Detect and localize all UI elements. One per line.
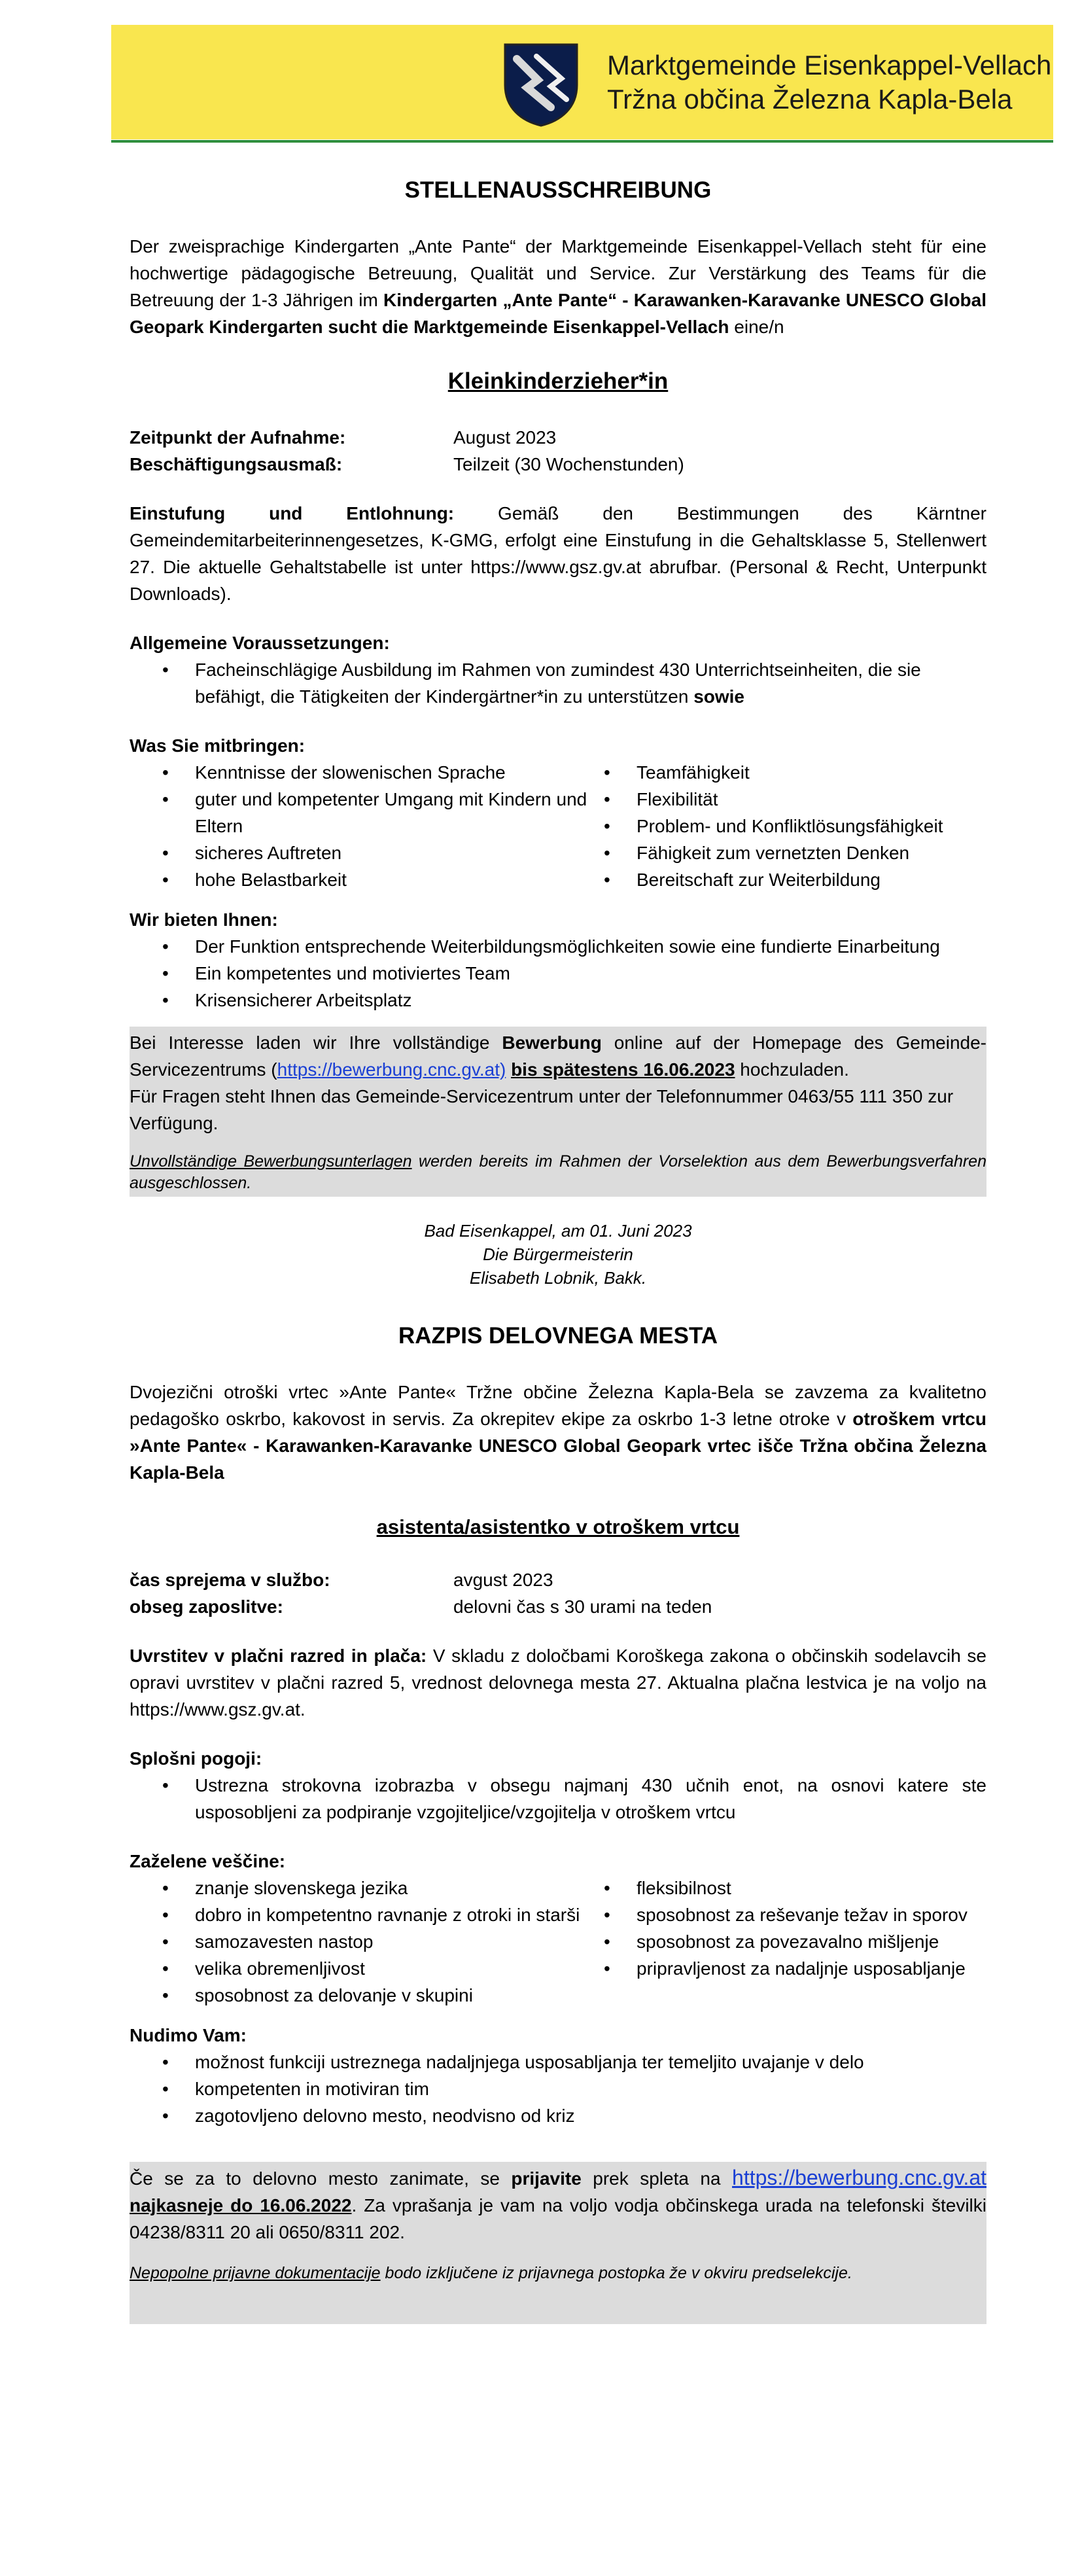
list-item: • Flexibilität [604,786,943,813]
municipality-name-de: Marktgemeinde Eisenkappel-Vellach [607,50,1052,80]
list-item: • možnost funkciji ustreznega nadaljnjega usposabljanja ter temeljito uvajanje v delo [130,2049,986,2075]
document-body [130,177,986,2324]
start-date-value: avgust 2023 [453,1570,553,1590]
list-item: • Krisensicherer Arbeitsplatz [130,987,986,1014]
list-item: • Der Funktion entsprechende Weiterbildungsmöglichkeiten sowie eine fundierte Einarbeitung [130,933,986,960]
employment-row [130,451,986,478]
application-link-sl[interactable]: https://bewerbung.cnc.gv.at [732,2166,986,2189]
employment-label: obseg zaposlitve: [130,1597,283,1617]
skills-heading-de: Was Sie mitbringen: [130,735,305,756]
note-underlined: Nepopolne prijavne dokumentacije [130,2264,381,2282]
application-text-de [130,1029,986,1083]
municipality-name-sl: Tržna občina Železna Kapla-Bela [607,84,1013,115]
list-item: • Problem- und Konfliktlösungsfähigkeit [604,813,943,839]
employment-value: Teilzeit (30 Wochenstunden) [453,454,684,474]
start-date-row [130,424,986,451]
apply-text: Bei Interesse laden wir Ihre vollständige [130,1032,502,1053]
list-item: • Bereitschaft zur Weiterbildung [604,866,943,893]
list-item: • znanje slovenskega jezika [130,1875,604,1901]
requirement-text: Facheinschlägige Ausbildung im Rahmen von zumindest 430 Unterrichtseinheiten, die sie befähigt, die Tätigkeiten der Kindergärtner*in zu unterstützen [195,660,921,707]
intro-bold-tail: - Karawanken-Karavanke UNESCO Global Geopark vrtec išče Tržna občina Železna Kapla-Bela [130,1436,986,1483]
position-title-de: Kleinkinderzieher*in [447,368,669,394]
salary-label: Uvrstitev v plačni razred in plača: [130,1646,427,1666]
list-item: • fleksibilnost [604,1875,968,1901]
employment-row-sl [130,1593,986,1620]
start-date-row-sl [130,1566,986,1593]
position-title-sl: asistenta/asistentko v otroškem vrtcu [376,1515,740,1538]
list-item: • sposobnost za reševanje težav in sporov [604,1901,968,1928]
salary-paragraph-de [130,500,986,607]
list-item: • dobro in kompetentno ravnanje z otroki in starši [130,1901,604,1928]
skills-left-de [130,759,604,893]
list-item: • Teamfähigkeit [604,759,943,786]
offer-list-de [130,933,986,1014]
list-item: • pripravljenost za nadaljnje usposabljanje [604,1955,968,1982]
salary-paragraph-sl [130,1642,986,1723]
skills-columns-de [130,759,986,893]
list-item: • samozavesten nastop [130,1928,604,1955]
application-box-de [130,1027,986,1197]
list-item: • Fähigkeit zum vernetzten Denken [604,839,943,866]
note-text: bodo izključene iz prijavnega postopka že v okviru predselekcije. [380,2264,852,2282]
intro-text: Der zweisprachige Kindergarten „Ante Pante“ der Marktgemeinde Eisenkappel-Vellach steht für eine hochwertige pädagogische Betreuung, Qualität und Service. Zur Verstärkung des Teams für die Betreuung der 1-3 Jährigen im [130,236,986,310]
intro-text: Dvojezični otroški vrtec »Ante Pante« Tržne občine Železna Kapla-Bela se zavzema za kvalitetno pedagoško oskrbo, kakovost in servis. Za okrepitev ekipe za oskrbo 1-3 letne otroke v [130,1382,986,1429]
skills-right-sl [604,1875,968,2009]
apply-text: Če se za to delovno mesto zanimate, se [130,2168,512,2189]
intro-tail: eine/n [729,317,784,337]
apply-text: hochzuladen. [735,1059,849,1080]
list-item: • Kenntnisse der slowenischen Sprache [130,759,604,786]
intro-bold: otroškem vrtcu »Ante Pante« [130,1409,986,1456]
salary-text: Gemäß den Bestimmungen des Kärntner Gemeindemitarbeiterinnengesetzes, K-GMG, erfolgt eine Einstufung in die Gehaltsklasse 5, Stellenwert 27. Die aktuelle Gehaltstabelle ist unter https://www.gsz.gv.at abrufbar. (Personal & Recht, Unterpunkt Downloads). [130,503,987,604]
signature-place-date: Bad Eisenkappel, am 01. Juni 2023 [424,1221,692,1241]
letterhead-rule [111,140,1053,143]
start-date-value: August 2023 [453,427,557,448]
contact-text-de: Für Fragen steht Ihnen das Gemeinde-Servicezentrum unter der Telefonnummer 0463/55 111 350 zur Verfügung. [130,1086,954,1133]
list-item: • zagotovljeno delovno mesto, neodvisno od kriz [130,2102,986,2129]
exclusion-note-sl [130,2263,986,2284]
exclusion-note-de [130,1151,986,1194]
signature-block [130,1219,986,1290]
application-link-de[interactable]: https://bewerbung.cnc.gv.at) [277,1059,506,1080]
salary-text: V skladu z določbami Koroškega zakona o občinskih sodelavcih se opravi uvrstitev v plačni razred 5, vrednost delovnega mesta 27. Aktualna plačna lestvica je na voljo na https://www.gsz.gv.at. [130,1646,986,1720]
start-date-label: čas sprejema v službo: [130,1570,330,1590]
signature-role: Die Bürgermeisterin [483,1244,633,1264]
note-text: werden bereits im Rahmen der Vorselektion aus dem Bewerbungsverfahren ausgeschlossen. [130,1152,986,1192]
signature-name: Elisabeth Lobnik, Bakk. [469,1268,647,1288]
list-item: • Ein kompetentes und motiviertes Team [130,960,986,987]
intro-sl [130,1379,986,1486]
list-item [130,656,986,710]
list-item: • Ustrezna strokovna izobrazba v obsegu najmanj 430 učnih enot, na osnovi katere ste usposobljeni za podpiranje vzgojiteljice/vzgojitelja v otroškem vrtcu [130,1772,986,1826]
offer-list-sl [130,2049,986,2129]
job-ad-title-de: STELLENAUSSCHREIBUNG [404,177,712,203]
apply-text: online auf der Homepage des Gemeinde-Servicezentrums ( [130,1032,986,1080]
list-item: • sicheres Auftreten [130,839,604,866]
note-underlined: Unvollständige Bewerbungsunterlagen [130,1152,412,1171]
start-date-label: Zeitpunkt der Aufnahme: [130,427,346,448]
list-item: • sposobnost za povezavalno mišljenje [604,1928,968,1955]
requirement-bold: sowie [693,686,744,707]
intro-bold: Kindergarten „Ante Pante“ - Karawanken-Karavanke UNESCO Global Geopark Kindergarten sucht die Marktgemeinde Eisenkappel-Vellach [130,290,986,337]
deadline-sl: najkasneje do 16.06.2022 [130,2195,352,2215]
skills-heading-sl: Zaželene veščine: [130,1851,286,1871]
list-item: • guter und kompetenter Umgang mit Kindern und Eltern [130,786,604,839]
skills-right-de [604,759,943,893]
offer-heading-de: Wir bieten Ihnen: [130,909,278,930]
job-ad-title-sl: RAZPIS DELOVNEGA MESTA [398,1323,718,1349]
requirements-list-sl [130,1772,986,1826]
apply-bold: prijavite [511,2168,582,2189]
apply-text: prek spleta na [581,2168,733,2189]
employment-label: Beschäftigungsausmaß: [130,454,343,474]
list-item: • velika obremenljivost [130,1955,604,1982]
salary-label: Einstufung und Entlohnung: [130,503,455,523]
skills-columns-sl [130,1875,986,2009]
deadline-de: bis spätestens 16.06.2023 [511,1059,735,1080]
list-item: • hohe Belastbarkeit [130,866,604,893]
apply-bold: Bewerbung [502,1032,602,1053]
apply-space [506,1059,511,1080]
employment-value: delovni čas s 30 urami na teden [453,1597,712,1617]
municipal-crest-icon [498,39,584,128]
requirements-list-de [130,656,986,710]
skills-left-sl [130,1875,604,2009]
apply-text: . Za vprašanja je vam na voljo vodja občinskega urada na telefonski številki 04238/8311 20 ali 0650/8311 202. [130,2195,986,2242]
application-box-sl [130,2162,986,2324]
list-item: • sposobnost za delovanje v skupini [130,1982,604,2009]
application-text-sl [130,2164,986,2246]
requirements-heading-de: Allgemeine Voraussetzungen: [130,633,390,653]
intro-de [130,233,986,340]
requirements-heading-sl: Splošni pogoji: [130,1748,262,1769]
list-item: • kompetenten in motiviran tim [130,2075,986,2102]
offer-heading-sl: Nudimo Vam: [130,2025,247,2045]
letterhead-title [607,48,1051,116]
